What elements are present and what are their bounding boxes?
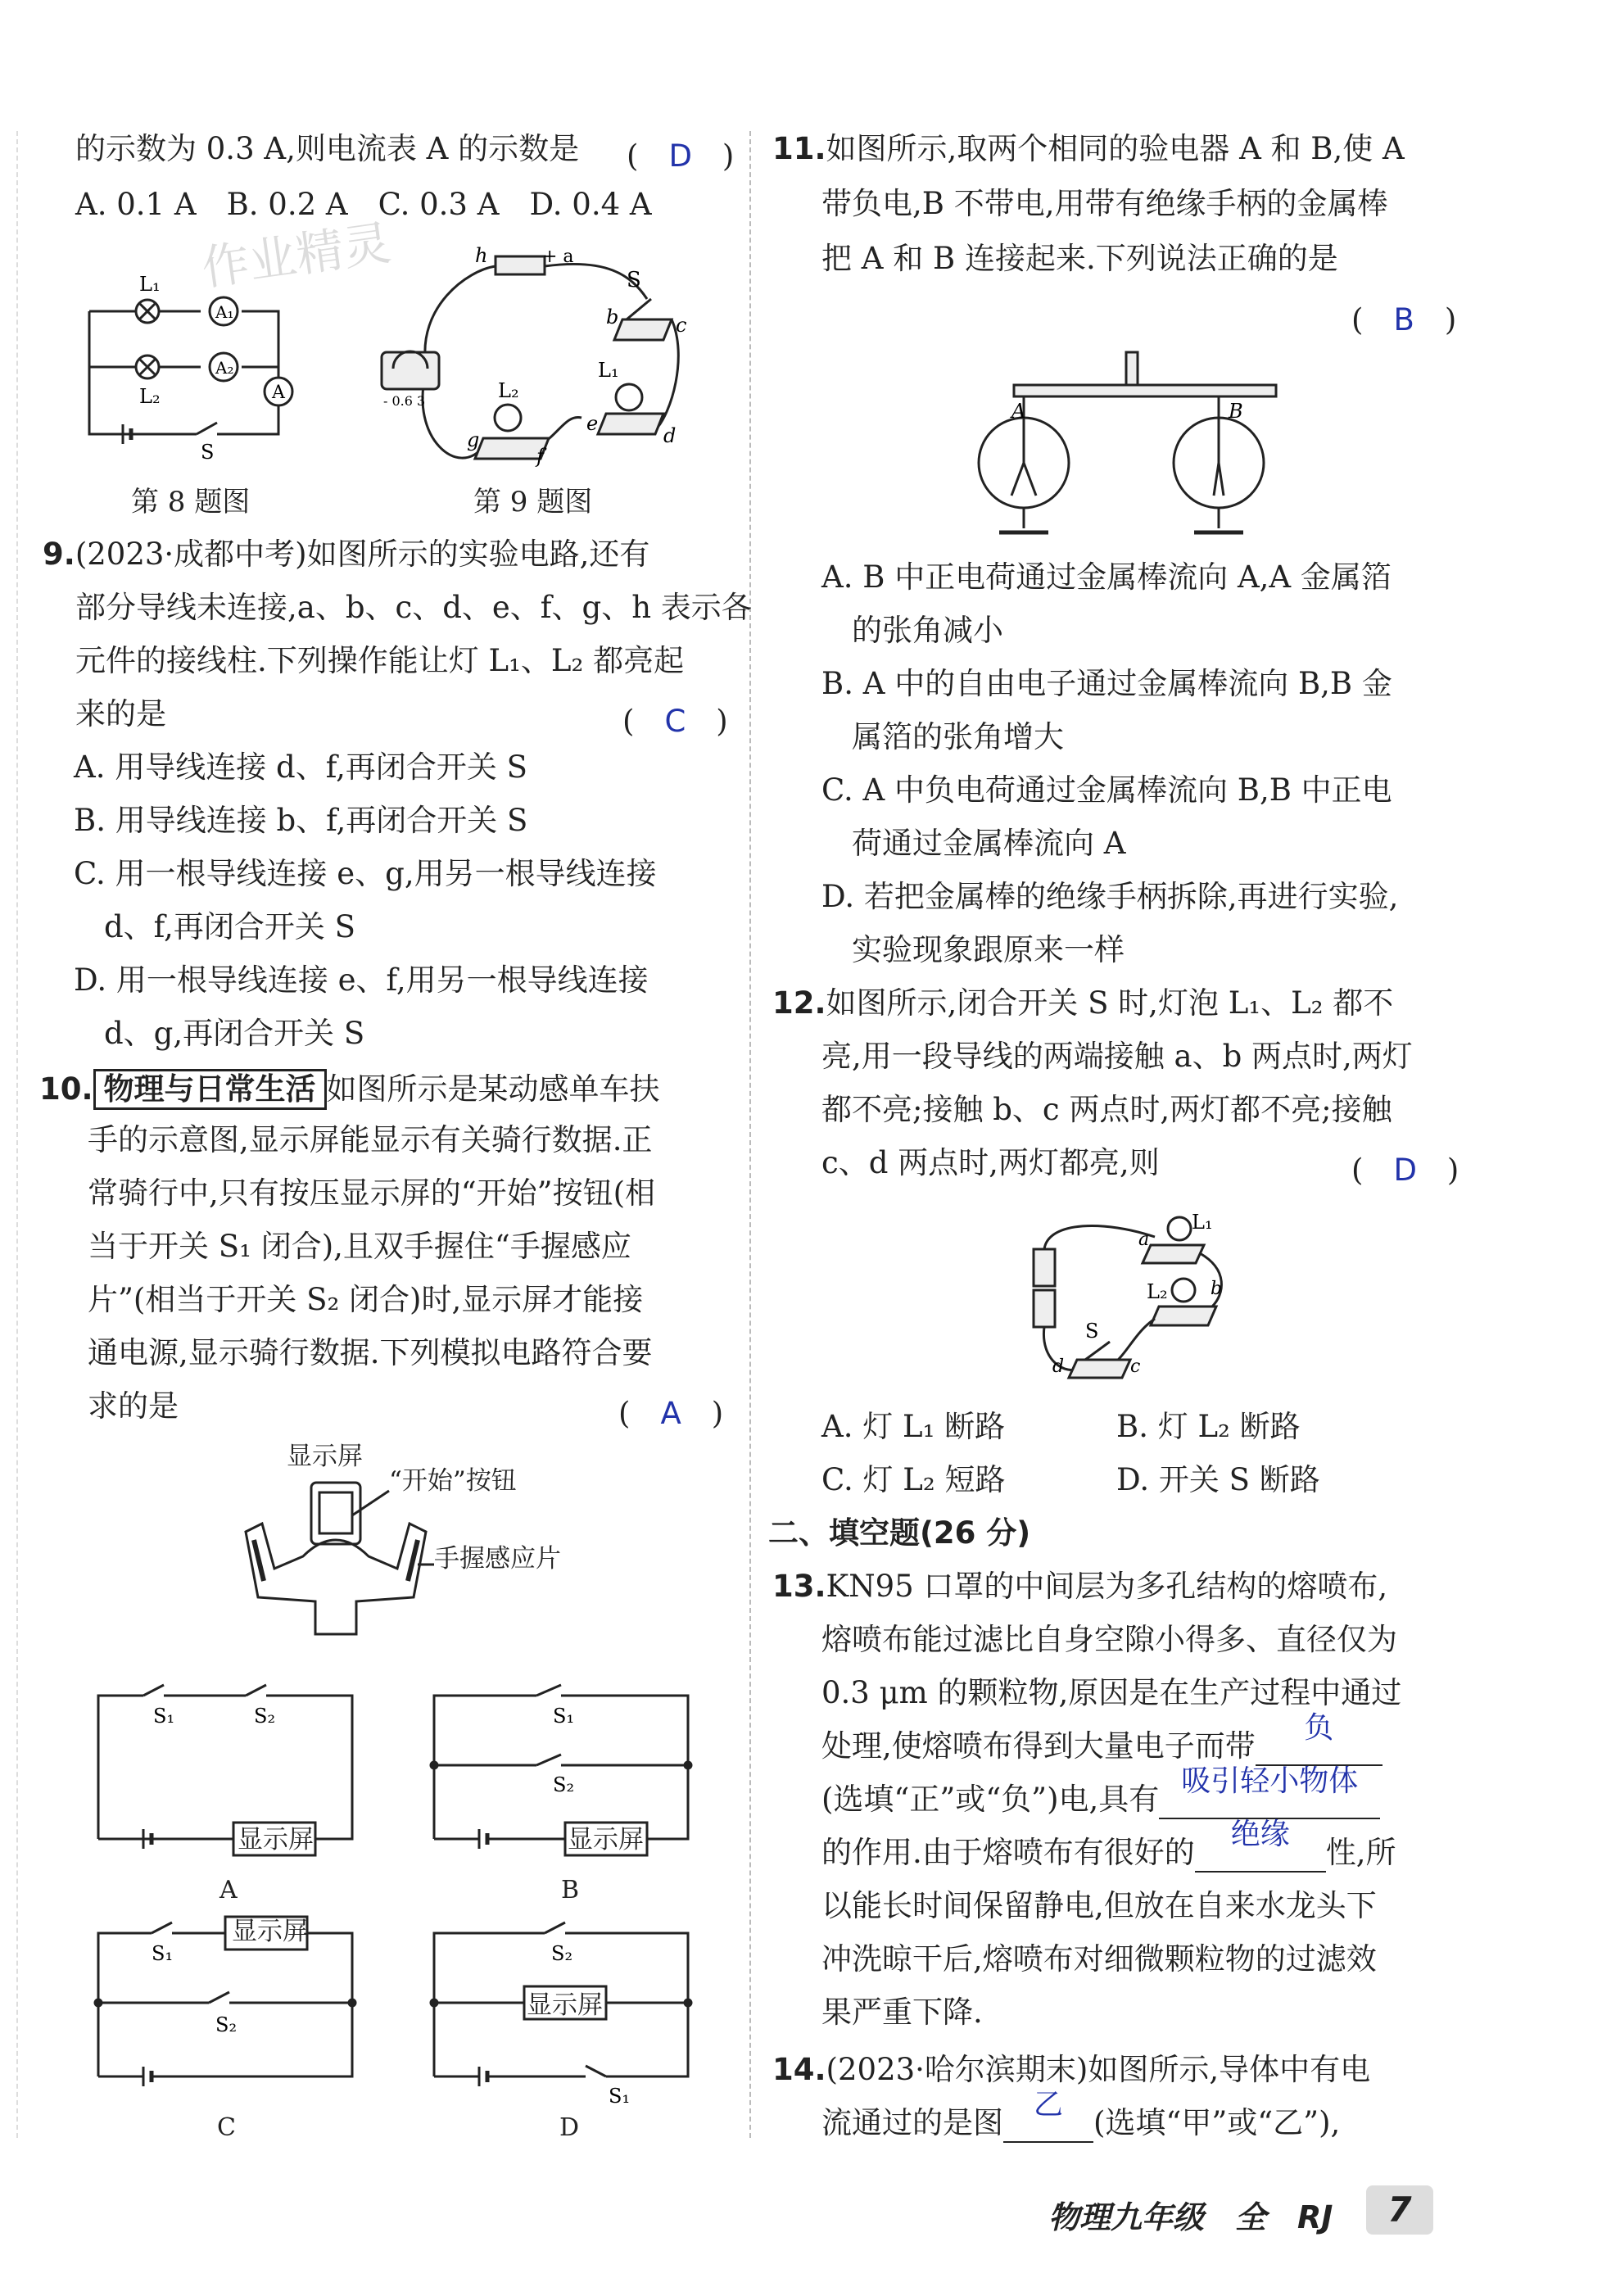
q11-option-c: C. A 中负电荷通过金属棒流向 B,B 中正电 — [821, 772, 1392, 808]
svg-text:L₂: L₂ — [139, 385, 161, 408]
q13-text-3: 0.3 μm 的颗粒物,原因是在生产过程中通过 — [821, 1675, 1402, 1710]
svg-text:L₂: L₂ — [1147, 1280, 1168, 1303]
svg-text:L₁: L₁ — [139, 273, 161, 296]
q11-text-1: 如图所示,取两个相同的验电器 A 和 B,使 A — [826, 131, 1405, 166]
q9-option-d-cont: d、g,再闭合开关 S — [74, 1016, 365, 1051]
q11-answer-paren: ( B ) — [1351, 302, 1457, 337]
fig-label-sensor: 手握感应片 — [434, 1544, 561, 1574]
q8-answer-paren: ( D ) — [627, 138, 735, 174]
q10-text-3: 常骑行中,只有按压显示屏的“开始”按钮(相 — [88, 1175, 656, 1211]
svg-text:h: h — [475, 244, 488, 267]
circuit-b-label: B — [561, 1876, 580, 1904]
q9-option-b: B. 用导线连接 b、f,再闭合开关 S — [74, 803, 528, 838]
q11-text-3: 把 A 和 B 连接起来.下列说法正确的是 — [821, 241, 1338, 276]
q14-line-1 — [772, 2052, 1370, 2088]
q9-option-d: D. 用一根导线连接 e、f,用另一根导线连接 — [74, 962, 649, 998]
q14-line-2 — [821, 2088, 1341, 2143]
q13-text-5: (选填“正”或“负”)电,具有 — [821, 1782, 1160, 1817]
q11-option-d-cont: 实验现象跟原来一样 — [821, 932, 1125, 967]
svg-text:L₁: L₁ — [1192, 1211, 1213, 1234]
q10-text-2: 手的示意图,显示屏能显示有关骑行数据.正 — [88, 1122, 653, 1157]
q9-answer: C — [664, 704, 686, 739]
svg-text:- 0.6 3: - 0.6 3 — [383, 393, 426, 409]
q14-blank — [1003, 2088, 1093, 2143]
q9-line-1 — [43, 537, 649, 573]
fig9-caption: 第 9 题图 — [473, 486, 593, 519]
svg-text:S₂: S₂ — [254, 1705, 276, 1728]
q13-blank-2 — [1159, 1764, 1380, 1819]
q13-line-6 — [821, 1818, 1396, 1873]
svg-text:S₁: S₁ — [153, 1705, 175, 1728]
q12-text-4: c、d 两点时,两灯都亮,则 — [821, 1145, 1160, 1180]
q9-number: 9. — [43, 537, 75, 572]
q11-number: 11. — [772, 131, 826, 166]
circuit-d-label: D — [559, 2113, 580, 2142]
q12-text-3: 都不亮;接触 b、c 两点时,两灯都不亮;接触 — [821, 1092, 1392, 1127]
svg-text:B: B — [1229, 400, 1243, 423]
footer-title: 物理九年级 全 RJ — [1048, 2199, 1333, 2235]
q10-text-7: 求的是 — [88, 1388, 179, 1424]
section-2-title: 二、填空题(26 分) — [768, 1515, 1031, 1551]
q11-option-b: B. A 中的自由电子通过金属棒流向 B,B 金 — [821, 666, 1392, 701]
q14-number: 14. — [772, 2052, 826, 2087]
q13-text-1: KN95 口罩的中间层为多孔结构的熔喷布, — [826, 1569, 1388, 1604]
q13-blank-1 — [1256, 1711, 1383, 1766]
q11-option-d: D. 若把金属棒的绝缘手柄拆除,再进行实验, — [821, 879, 1399, 914]
q12-line-1 — [772, 985, 1393, 1021]
q11-option-b-cont: 属箔的张角增大 — [821, 719, 1064, 754]
page-number: 7 — [1366, 2185, 1433, 2235]
svg-text:c: c — [676, 314, 687, 337]
fig-label-screen: 显示屏 — [287, 1442, 363, 1471]
q14-text-2a: 流通过的是图 — [821, 2105, 1003, 2140]
svg-text:d: d — [663, 424, 677, 447]
svg-text:A: A — [1011, 400, 1026, 423]
q13-line-5 — [821, 1764, 1380, 1819]
q9-text-1: (2023·成都中考)如图所示的实验电路,还有 — [75, 537, 650, 572]
svg-text:S₂: S₂ — [215, 2013, 238, 2036]
q11-option-a: A. B 中正电荷通过金属棒流向 A,A 金属箔 — [821, 559, 1392, 595]
watermark: 作业精灵 — [198, 215, 395, 297]
q11-option-a-cont: 的张角减小 — [821, 613, 1003, 648]
q10-tag: 物理与日常生活 — [93, 1069, 327, 1110]
svg-text:c: c — [1130, 1356, 1141, 1377]
q13-text-8: 冲洗晾干后,熔喷布对细微颗粒物的过滤效 — [821, 1941, 1377, 1977]
circuit-d-display: 显示屏 — [527, 1990, 603, 2020]
q8-options: A. 0.1 A B. 0.2 A C. 0.3 A D. 0.4 A — [75, 187, 652, 222]
q12-number: 12. — [772, 985, 826, 1021]
q11-option-c-cont: 荷通过金属棒流向 A — [821, 826, 1126, 861]
q10-number: 10. — [39, 1071, 93, 1107]
svg-text:f: f — [536, 445, 544, 468]
q10-text-4: 当于开关 S₁ 闭合),且双手握住“手握感应 — [88, 1229, 631, 1264]
q8-stem-end: 的示数为 0.3 A,则电流表 A 的示数是 — [75, 131, 580, 166]
q13-fill-2: 吸引轻小物体 — [1181, 1764, 1359, 1798]
svg-text:S: S — [1085, 1320, 1099, 1343]
circuit-a-label: A — [219, 1876, 238, 1904]
q11-line-1 — [772, 131, 1405, 167]
svg-text:L₂: L₂ — [498, 379, 519, 402]
column-divider — [749, 131, 751, 2138]
q10-text-6: 通电源,显示骑行数据.下列模拟电路符合要 — [88, 1335, 653, 1370]
q13-blank-3 — [1195, 1818, 1326, 1873]
svg-text:S₁: S₁ — [553, 1705, 575, 1728]
q13-text-2: 熔喷布能过滤比自身空隙小得多、直径仅为 — [821, 1622, 1397, 1657]
svg-text:S₁: S₁ — [609, 2085, 631, 2108]
circuit-c-display: 显示屏 — [232, 1917, 308, 1946]
q14-text-1: (2023·哈尔滨期末)如图所示,导体中有电 — [826, 2052, 1371, 2087]
svg-text:b: b — [1211, 1279, 1223, 1299]
svg-text:A₂: A₂ — [215, 358, 234, 378]
svg-text:S: S — [201, 441, 215, 464]
q13-text-6a: 的作用.由于熔喷布有很好的 — [821, 1835, 1195, 1870]
q12-option-a: A. 灯 L₁ 断路 — [821, 1409, 1006, 1444]
circuit-a — [94, 1675, 364, 1855]
svg-text:e: e — [586, 412, 599, 435]
svg-text:g: g — [467, 428, 480, 451]
q13-line-1 — [772, 1569, 1387, 1605]
q11-answer: B — [1393, 302, 1414, 337]
q14-text-2b: (选填“甲”或“乙”), — [1093, 2105, 1341, 2140]
q11-text-2: 带负电,B 不带电,用带有绝缘手柄的金属棒 — [821, 186, 1388, 221]
q13-text-7: 以能长时间保留静电,但放在自来水龙头下 — [821, 1888, 1377, 1923]
svg-text:b: b — [606, 306, 619, 328]
q9-option-a: A. 用导线连接 d、f,再闭合开关 S — [74, 749, 527, 785]
q12-text-1: 如图所示,闭合开关 S 时,灯泡 L₁、L₂ 都不 — [826, 985, 1394, 1021]
figure-8-circuit — [78, 262, 299, 464]
svg-text:d: d — [1052, 1356, 1065, 1377]
q13-text-6b: 性,所 — [1325, 1835, 1396, 1870]
circuit-b-display: 显示屏 — [568, 1825, 644, 1854]
q12-option-b: B. 灯 L₂ 断路 — [1116, 1409, 1301, 1444]
figure-9-circuit — [360, 242, 696, 479]
circuit-a-display: 显示屏 — [238, 1825, 314, 1854]
q12-text-2: 亮,用一段导线的两端接触 a、b 两点时,两灯 — [821, 1039, 1413, 1074]
svg-text:L₁: L₁ — [598, 359, 619, 382]
q13-text-4: 处理,使熔喷布得到大量电子而带 — [821, 1728, 1256, 1764]
svg-text:S₂: S₂ — [551, 1942, 573, 1965]
electroscope-figure — [1007, 348, 1286, 541]
q12-answer: D — [1393, 1153, 1417, 1188]
q9-text-2: 部分导线未连接,a、b、c、d、e、f、g、h 表示各 — [75, 590, 752, 625]
q13-number: 13. — [772, 1569, 826, 1604]
q13-fill-3: 绝缘 — [1230, 1818, 1290, 1851]
q9-option-c-cont: d、f,再闭合开关 S — [74, 909, 355, 944]
q9-text-3: 元件的接线柱.下列操作能让灯 L₁、L₂ 都亮起 — [75, 643, 685, 678]
q10-text-5: 片”(相当于开关 S₂ 闭合)时,显示屏才能接 — [88, 1282, 644, 1317]
q8-answer: D — [668, 138, 692, 174]
q12-answer-paren: ( D ) — [1351, 1153, 1459, 1188]
q12-circuit-figure — [1016, 1204, 1261, 1384]
circuit-c — [94, 1913, 364, 2093]
svg-text:+ a: + a — [542, 247, 574, 267]
svg-text:a: a — [1138, 1230, 1150, 1250]
q10-text-1: 如图所示是某动感单车扶 — [326, 1071, 660, 1107]
q13-fill-1: 负 — [1304, 1711, 1334, 1745]
q10-answer: A — [660, 1396, 681, 1431]
q9-answer-paren: ( C ) — [622, 704, 728, 739]
q14-fill: 乙 — [1033, 2088, 1063, 2122]
q10-line-1 — [39, 1069, 660, 1110]
q9-option-c: C. 用一根导线连接 e、g,用另一根导线连接 — [74, 856, 657, 891]
q12-option-d: D. 开关 S 断路 — [1116, 1462, 1320, 1497]
svg-text:S₂: S₂ — [553, 1773, 575, 1796]
svg-text:A: A — [272, 383, 285, 403]
svg-text:A₁: A₁ — [215, 302, 234, 322]
circuit-b — [430, 1675, 700, 1855]
q13-text-9: 果严重下降. — [821, 1995, 983, 2030]
svg-text:S: S — [627, 268, 641, 292]
q10-answer-paren: ( A ) — [618, 1396, 724, 1431]
fig-label-start: “开始”按钮 — [389, 1466, 517, 1496]
left-margin-line — [16, 131, 18, 2138]
fig8-caption: 第 8 题图 — [131, 486, 251, 519]
circuit-c-label: C — [217, 2113, 236, 2142]
q9-text-4: 来的是 — [75, 696, 166, 731]
svg-text:S₁: S₁ — [152, 1942, 174, 1965]
q13-line-4 — [821, 1711, 1383, 1766]
q12-option-c: C. 灯 L₂ 短路 — [821, 1462, 1006, 1497]
